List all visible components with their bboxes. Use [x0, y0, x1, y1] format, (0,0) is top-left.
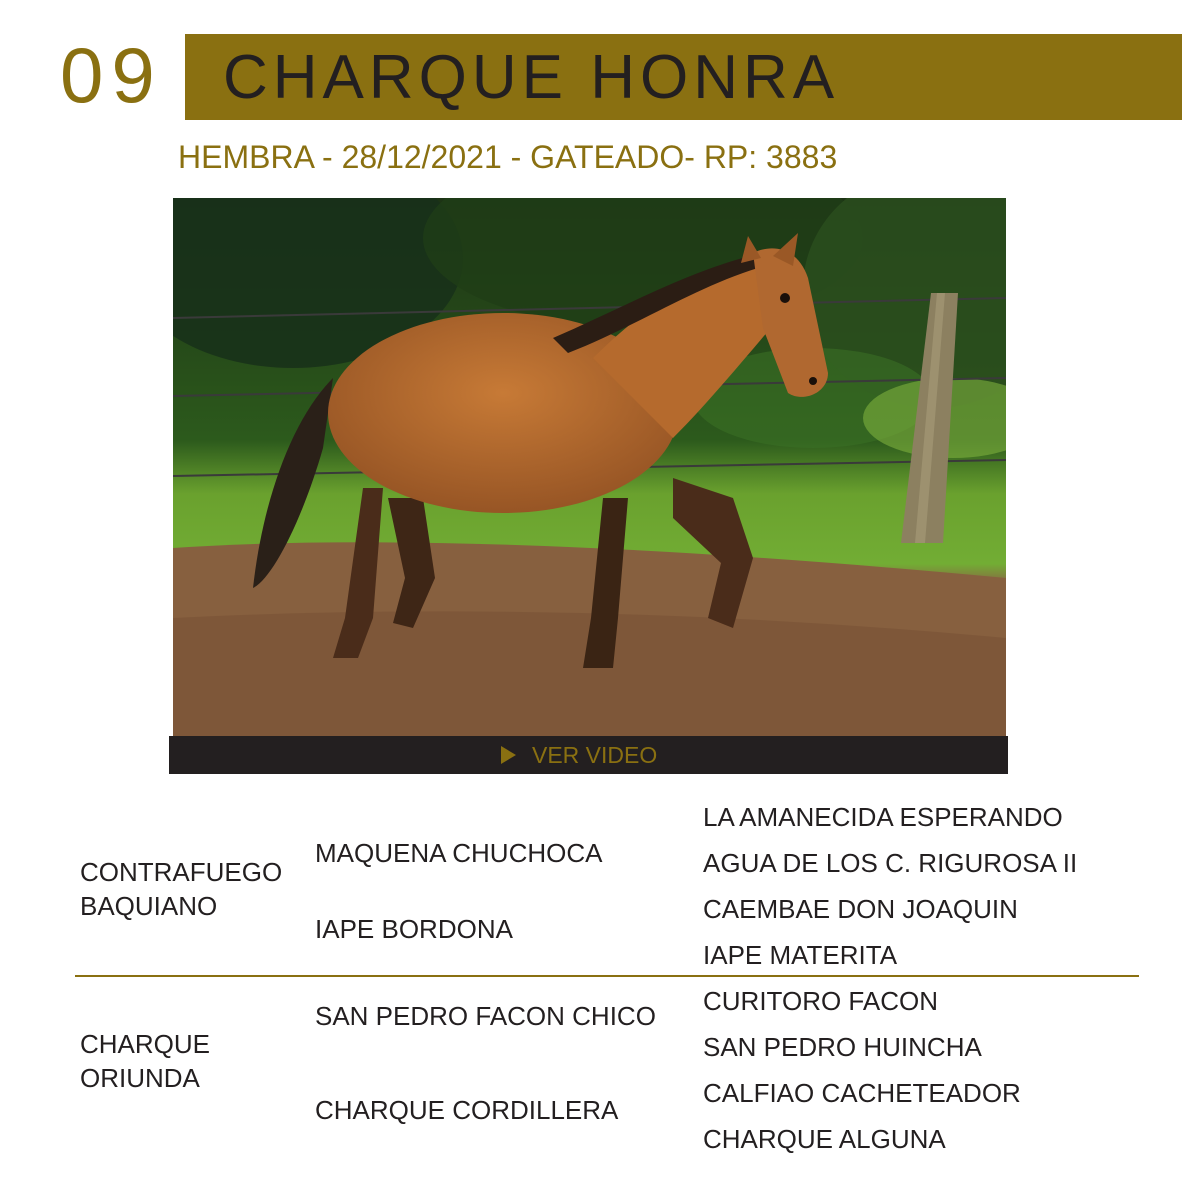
- dam-dam: CHARQUE CORDILLERA: [315, 1095, 619, 1125]
- sire-name-line2: BAQUIANO: [80, 891, 218, 921]
- title-bar: [185, 34, 1182, 120]
- dam-grandparent: CHARQUE ALGUNA: [703, 1124, 946, 1154]
- dam-name-line2: ORIUNDA: [80, 1063, 200, 1093]
- sire-sire: MAQUENA CHUCHOCA: [315, 838, 603, 868]
- play-icon: [501, 746, 516, 764]
- horse-name: CHARQUE HONRA: [223, 43, 840, 112]
- horse-details: HEMBRA - 28/12/2021 - GATEADO- RP: 3883: [178, 139, 838, 175]
- lot-number: 09: [60, 31, 163, 119]
- sire-grandparent: AGUA DE LOS C. RIGUROSA II: [703, 848, 1078, 878]
- dam-grandparent: SAN PEDRO HUINCHA: [703, 1032, 982, 1062]
- sire-grandparent: IAPE MATERITA: [703, 940, 898, 970]
- watch-video-button[interactable]: [169, 736, 1008, 774]
- dam-sire: SAN PEDRO FACON CHICO: [315, 1001, 656, 1031]
- dam-grandparent: CALFIAO CACHETEADOR: [703, 1078, 1021, 1108]
- horse-photo-illustration: [173, 198, 1006, 736]
- watch-video-label: VER VIDEO: [532, 741, 658, 768]
- horse-photo: [173, 198, 1006, 736]
- sire-name-line1: CONTRAFUEGO: [80, 857, 283, 887]
- dam-grandparent: CURITORO FACON: [703, 986, 938, 1016]
- sire-dam: IAPE BORDONA: [315, 914, 513, 944]
- sire-grandparent: LA AMANECIDA ESPERANDO: [703, 802, 1063, 832]
- dam-name-line1: CHARQUE: [80, 1029, 211, 1059]
- sire-grandparent: CAEMBAE DON JOAQUIN: [703, 894, 1018, 924]
- pedigree-divider: [75, 975, 1139, 977]
